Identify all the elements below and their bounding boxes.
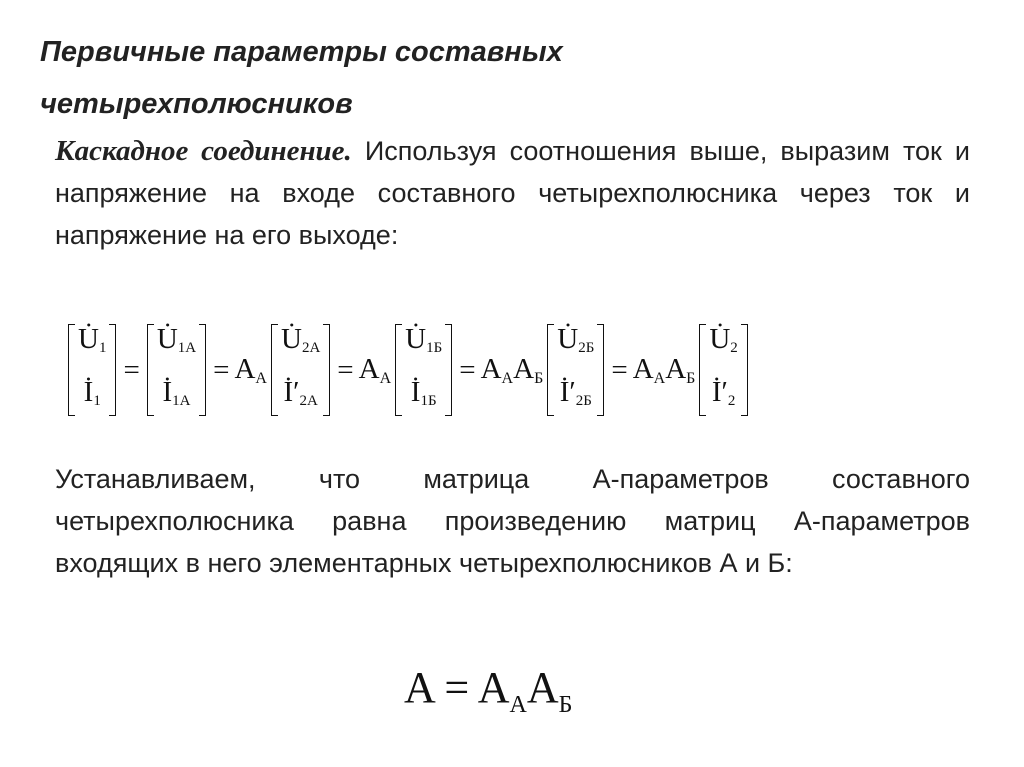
matrix-2-voltage: $U̇_{1А}$	[156, 323, 197, 356]
equals-sign-4: =	[459, 353, 476, 386]
matrix-1	[68, 324, 116, 416]
equals-sign-1: =	[123, 353, 140, 386]
coefficient-a-a: $A_А$	[234, 352, 267, 387]
title-line-2: четырехполюсников	[40, 88, 353, 120]
matrix-6	[699, 324, 747, 416]
title-line-1: Первичные параметры составных	[40, 36, 563, 68]
equals-sign-3: =	[337, 353, 354, 386]
coefficient-a-a-a-b: $A_АA_Б$	[480, 352, 544, 387]
matrix-equation	[66, 322, 750, 418]
matrix-2-current: $İ_{1А}$	[162, 376, 191, 409]
final-lhs: A	[404, 663, 434, 712]
coefficient-a-a-a-b-2: $A_АA_Б$	[632, 352, 696, 387]
matrix-4	[395, 324, 452, 416]
equals-sign-2: =	[213, 353, 230, 386]
matrix-3-voltage: $U̇_{2А}$	[280, 323, 321, 356]
matrix-3-current: $İ'_{2А}$	[283, 376, 318, 409]
matrix-4-voltage: $U̇_{1Б}$	[405, 323, 443, 356]
matrix-6-voltage: $U̇_2$	[709, 323, 738, 356]
matrix-1-voltage: $U̇_1$	[78, 323, 107, 356]
final-equals: =	[444, 663, 470, 712]
slide-title	[40, 26, 980, 130]
paragraph-conclusion: Устанавливаем, что матрица А-параметров составного четырехполюсника равна произведению матриц А-параметров входящих в него элементарных четырехполюсников А и Б:	[55, 464, 970, 578]
coefficient-a-a-2: $A_А$	[358, 352, 392, 387]
matrix-2	[147, 324, 206, 416]
matrix-3	[271, 324, 330, 416]
final-factor-b: $A_Б$	[526, 663, 573, 718]
matrix-1-current: $İ_1$	[83, 376, 101, 409]
paragraph-lead: Каскадное соединение.	[55, 135, 352, 167]
final-factor-a: $A_А$	[477, 663, 527, 718]
paragraph-cascade-text: Используя соотношения выше, выразим ток и напряжение на входе составного четырехполюсника через ток и напряжение на его выходе:	[55, 136, 970, 250]
matrix-6-current: $İ'_2$	[711, 376, 736, 409]
matrix-5	[547, 324, 604, 416]
matrix-5-current: $İ'_{2Б}$	[559, 376, 592, 409]
equals-sign-5: =	[611, 353, 628, 386]
matrix-4-current: $İ_{1Б}$	[410, 376, 437, 409]
final-equation	[404, 662, 572, 719]
matrix-5-voltage: $U̇_{2Б}$	[557, 323, 595, 356]
paragraph-cascade	[55, 130, 970, 256]
